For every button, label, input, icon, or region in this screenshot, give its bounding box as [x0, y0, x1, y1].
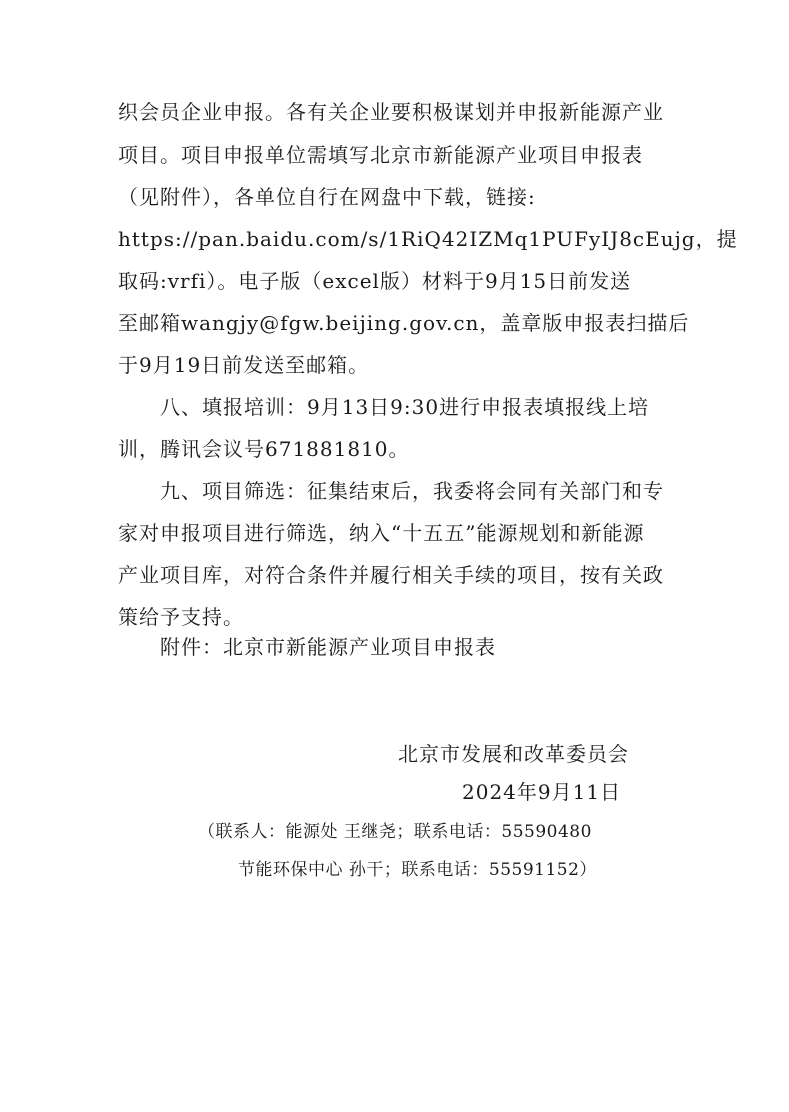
signature-org: 北京市发展和改革委员会	[398, 742, 629, 766]
contact-line-1: （联系人：能源处 王继尧；联系电话：55590480	[198, 822, 592, 842]
body-line: 织会员企业申报。各有关企业要积极谋划并申报新能源产业	[118, 100, 664, 124]
body-line: （见附件），各单位自行在网盘中下载，链接:	[118, 185, 536, 209]
body-line: 于9月19日前发送至邮箱。	[118, 353, 370, 377]
body-line: 产业项目库，对符合条件并履行相关手续的项目，按有关政	[118, 563, 664, 587]
contact-line-2: 节能环保中心 孙干；联系电话：55591152）	[238, 860, 597, 880]
section-training: 八、填报培训：9月13日9:30进行申报表填报线上培	[160, 395, 650, 419]
email-line: 至邮箱wangjy@fgw.beijing.gov.cn，盖章版申报表扫描后	[118, 311, 690, 335]
body-line: 项目。项目申报单位需填写北京市新能源产业项目申报表	[118, 143, 643, 167]
body-line: 训，腾讯会议号671881810。	[118, 437, 410, 461]
link-line: https://pan.baidu.com/s/1RiQ42IZMq1PUFyIJ8cEujg，提	[118, 227, 738, 251]
body-line: 策给予支持。	[118, 605, 244, 629]
body-line: 取码:vrfi）。电子版（excel版）材料于9月15日前发送	[118, 269, 632, 293]
section-screening: 九、项目筛选：征集结束后，我委将会同有关部门和专	[160, 479, 664, 503]
attachment-line: 附件：北京市新能源产业项目申报表	[160, 635, 496, 659]
body-line: 家对申报项目进行筛选，纳入“十五五”能源规划和新能源	[118, 521, 645, 545]
signature-date: 2024年9月11日	[462, 780, 622, 804]
